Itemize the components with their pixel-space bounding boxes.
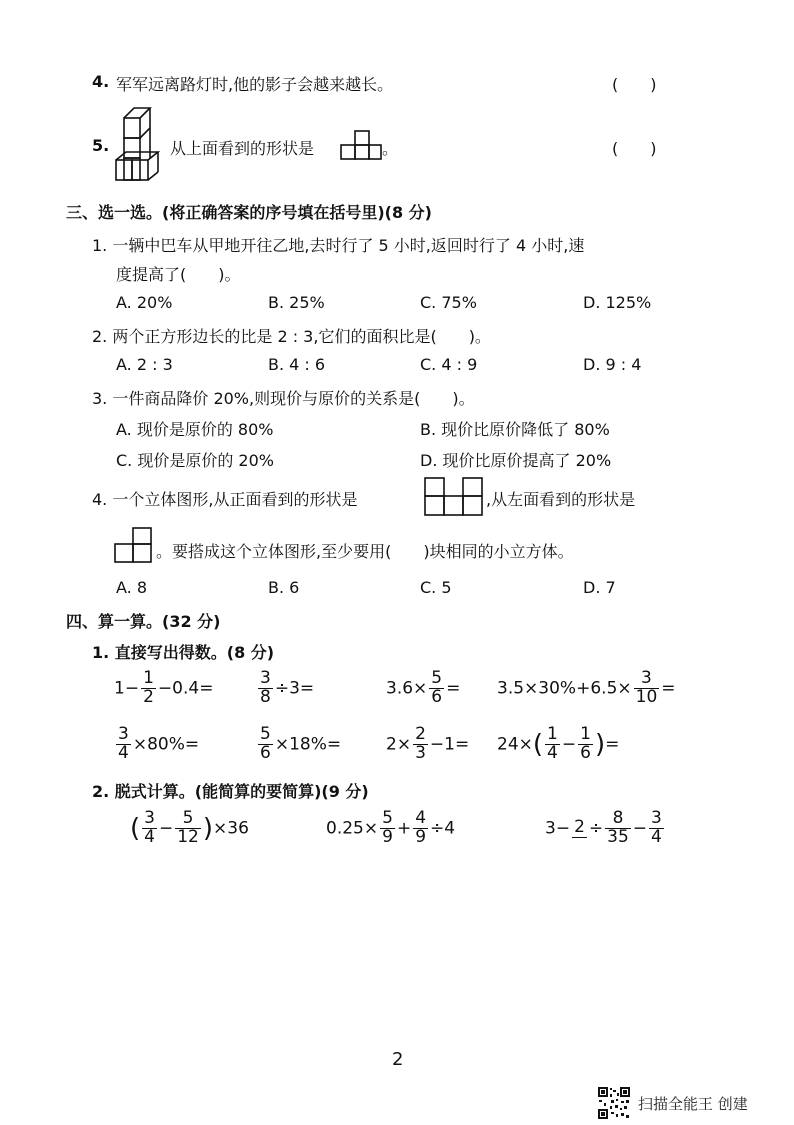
tf-q5-answer-paren[interactable]: ( ): [612, 139, 657, 158]
s3-q1-option-d[interactable]: D. 125%: [583, 293, 652, 312]
s3-q3-text: 3. 一件商品降价 20%,则现价与原价的关系是( )。: [92, 389, 475, 408]
calc-expr-5: $\frac{3}{4}$ ×80%=: [118, 724, 200, 763]
tf-q4-answer-paren[interactable]: ( ): [612, 75, 657, 94]
s3-q1-option-a[interactable]: A. 20%: [116, 293, 173, 312]
s3-q4-option-b[interactable]: B. 6: [268, 578, 300, 597]
s3-q1-line2: 度提高了( )。: [116, 265, 241, 284]
s3-q4-option-c[interactable]: C. 5: [420, 578, 452, 597]
qr-code-icon: [597, 1086, 631, 1120]
s3-q3-option-c[interactable]: C. 现价是原价的 20%: [116, 451, 274, 470]
tf-q5-text-after: 。: [382, 139, 399, 158]
tf-q4-text: 军军远离路灯时,他的影子会越来越长。: [116, 75, 394, 94]
calc-step-expr-2: 0.25× $\frac{5}{9}$ + $\frac{4}{9}$ ÷4: [326, 808, 456, 847]
calc-step-expr-3: 3− 2 ÷ $\frac{8}{35}$ − $\frac{3}{4}$: [545, 808, 662, 847]
s4-sub2-title: 2. 脱式计算。(能简算的要简算)(9 分): [92, 782, 369, 801]
calc-expr-1: 1− $\frac{1}{2}$ −0.4=: [114, 668, 214, 707]
calc-expr-4: 3.5×30%+6.5× $\frac{3}{10}$ =: [497, 668, 676, 707]
scanner-watermark: 扫描全能王 创建: [638, 1095, 748, 1113]
s3-q3-option-a[interactable]: A. 现价是原价的 80%: [116, 420, 274, 439]
front-view-shape-icon: [424, 477, 484, 517]
top-view-shape-icon: [340, 130, 382, 160]
s3-q2-option-c[interactable]: C. 4 : 9: [420, 355, 478, 374]
calc-expr-6: $\frac{5}{6}$ ×18%=: [260, 724, 342, 763]
s3-q4-option-d[interactable]: D. 7: [583, 578, 616, 597]
s3-q2-option-b[interactable]: B. 4 : 6: [268, 355, 326, 374]
cube-stack-figure: [114, 104, 166, 186]
s3-q4-option-a[interactable]: A. 8: [116, 578, 148, 597]
s3-q1-option-b[interactable]: B. 25%: [268, 293, 325, 312]
calc-expr-3: 3.6× $\frac{5}{6}$ =: [386, 668, 461, 707]
tf-q5-text-before: 从上面看到的形状是: [170, 139, 315, 158]
s3-q2-text: 2. 两个正方形边长的比是 2 : 3,它们的面积比是( )。: [92, 327, 491, 346]
s3-q4-line1-before: 4. 一个立体图形,从正面看到的形状是: [92, 490, 358, 509]
tf-q4-number: 4.: [92, 72, 110, 91]
page-number: 2: [392, 1049, 404, 1070]
section3-title: 三、选一选。(将正确答案的序号填在括号里)(8 分): [66, 203, 432, 222]
calc-expr-2: $\frac{3}{8}$ ÷3=: [260, 668, 315, 707]
s3-q3-option-b[interactable]: B. 现价比原价降低了 80%: [420, 420, 610, 439]
calc-expr-8: 24×( $\frac{1}{4}$ − $\frac{1}{6}$ )=: [497, 724, 620, 763]
left-view-shape-icon: [114, 527, 154, 563]
s3-q4-line1-after: ,从左面看到的形状是: [486, 490, 636, 509]
s3-q1-line1: 1. 一辆中巴车从甲地开往乙地,去时行了 5 小时,返回时行了 4 小时,速: [92, 236, 585, 255]
tf-q5-number: 5.: [92, 136, 110, 155]
s3-q4-line2: 。要搭成这个立体图形,至少要用( )块相同的小立方体。: [156, 542, 574, 561]
s3-q1-option-c[interactable]: C. 75%: [420, 293, 477, 312]
s4-sub1-title: 1. 直接写出得数。(8 分): [92, 643, 275, 662]
calc-step-expr-1: ( $\frac{3}{4}$ − $\frac{5}{12}$ )×36: [130, 808, 249, 847]
calc-expr-7: 2× $\frac{2}{3}$ −1=: [386, 724, 470, 763]
s3-q2-option-d[interactable]: D. 9 : 4: [583, 355, 642, 374]
s3-q3-option-d[interactable]: D. 现价比原价提高了 20%: [420, 451, 612, 470]
section4-title: 四、算一算。(32 分): [66, 612, 221, 631]
s3-q2-option-a[interactable]: A. 2 : 3: [116, 355, 173, 374]
